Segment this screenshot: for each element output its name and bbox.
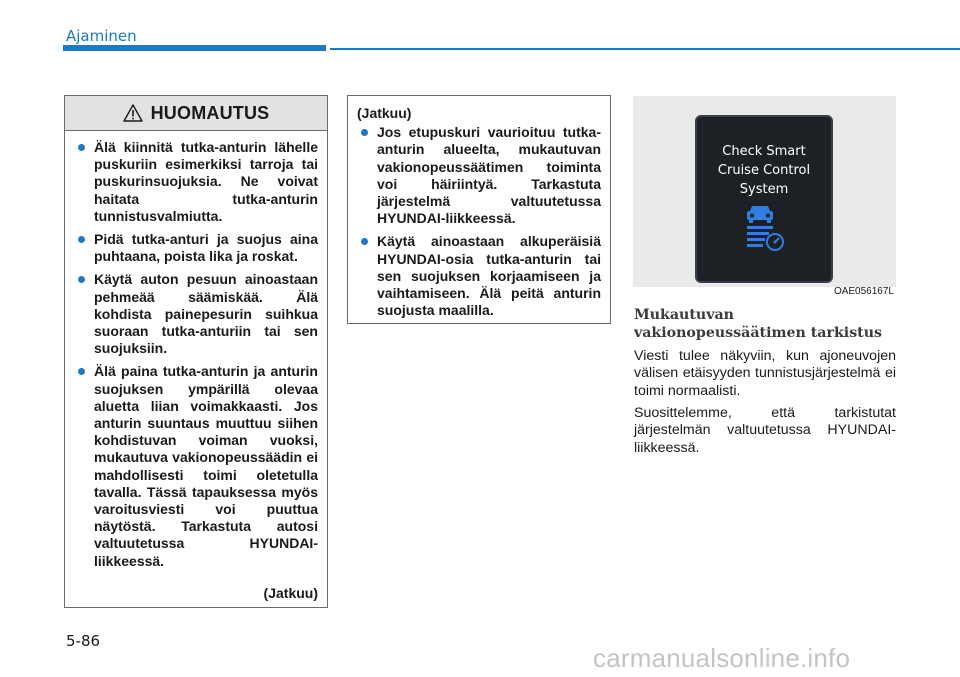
body-paragraph: Viesti tulee näkyviin, kun ajoneuvojen välisen etäisyyden tunnistusjärjestelmä ei toimi normaalisti. — [634, 348, 896, 399]
caution-list — [65, 131, 327, 570]
header-rule-thin — [330, 48, 960, 50]
caution-box — [64, 95, 328, 608]
list-item-text: Pidä tutka-anturi ja suojus aina puhtaana, poista lika ja roskat. — [94, 231, 318, 265]
list-item — [356, 233, 601, 319]
section-title: Ajaminen — [66, 27, 137, 45]
list-item — [73, 139, 318, 225]
caution-box-header — [65, 96, 327, 131]
bullet-dot-icon — [361, 129, 368, 136]
list-item-text: Älä paina tutka-anturin ja anturin suojuksen ympärillä olevaa aluetta liian voimakkaasti. Jos anturin suuntaus muuttuu siihen kohdistuvan voiman vuoksi, mukautuva vakionopeussäädin ei mahdollisesti toimi oletetulla tavalla. Tässä tapauksessa myös varoitusviesti voi puuttua näytöstä. Tarkastuta autosi valtuutetussa HYUNDAI-liikkeessä. — [94, 363, 318, 569]
continued-label: (Jatkuu) — [357, 105, 412, 121]
list-item-text: Käytä auton pesuun ainoastaan pehmeää säämiskää. Älä kohdista painepesurin suihkua suoraan tutka-anturiin tai sen suojuksiin. — [94, 271, 318, 357]
continued-label: (Jatkuu) — [263, 585, 318, 601]
list-item — [73, 231, 318, 265]
bullet-dot-icon — [78, 236, 85, 243]
bullet-dot-icon — [78, 276, 85, 283]
section-heading: Mukautuvan vakionopeussäätimen tarkistus — [634, 307, 883, 341]
bullet-dot-icon — [78, 368, 85, 375]
list-item-text: Jos etupuskuri vaurioituu tutka-anturin alueelta, mukautuvan vakionopeussäätimen toiminta voi häiriintyä. Tarkastuta järjestelmä valtuutetussa HYUNDAI-liikkeessä. — [377, 124, 601, 227]
smart-cruise-warning-icon — [737, 203, 787, 253]
display-message — [697, 142, 831, 199]
display-line: Cruise Control — [717, 163, 811, 178]
list-item — [356, 124, 601, 227]
page-number: 5-86 — [66, 632, 101, 650]
display-line: System — [739, 182, 789, 197]
list-item-text: Älä kiinnitä tutka-anturin lähelle puskuriin esimerkiksi tarroja tai puskurinsuojuksia. Ne voivat haitata tutka-anturin tunnistusvalmiutta. — [94, 139, 318, 224]
caution-list — [348, 122, 610, 319]
body-paragraph: Suosittelemme, että tarkistutat järjestelmän valtuutetussa HYUNDAI-liikkeessä. — [634, 405, 896, 456]
header-rule-thick — [63, 45, 326, 51]
cluster-figure — [633, 96, 896, 297]
warning-triangle-icon — [123, 104, 143, 122]
display-line: Check Smart — [722, 144, 806, 159]
caution-box-title: HUOMAUTUS — [150, 102, 270, 123]
cluster-display — [695, 115, 833, 283]
list-item-text: Käytä ainoastaan alkuperäisiä HYUNDAI-osia tutka-anturin tai sen suojuksen korjaamiseen ja vaihtamiseen. Älä peitä anturin suojusta maalilla. — [377, 233, 601, 319]
watermark: carmanualsonline.info — [593, 643, 851, 673]
bullet-dot-icon — [78, 144, 85, 151]
list-item — [73, 363, 318, 569]
figure-code: OAE056167L — [833, 286, 894, 297]
list-item — [73, 271, 318, 357]
continued-caution-box — [347, 95, 611, 324]
bullet-dot-icon — [361, 238, 368, 245]
